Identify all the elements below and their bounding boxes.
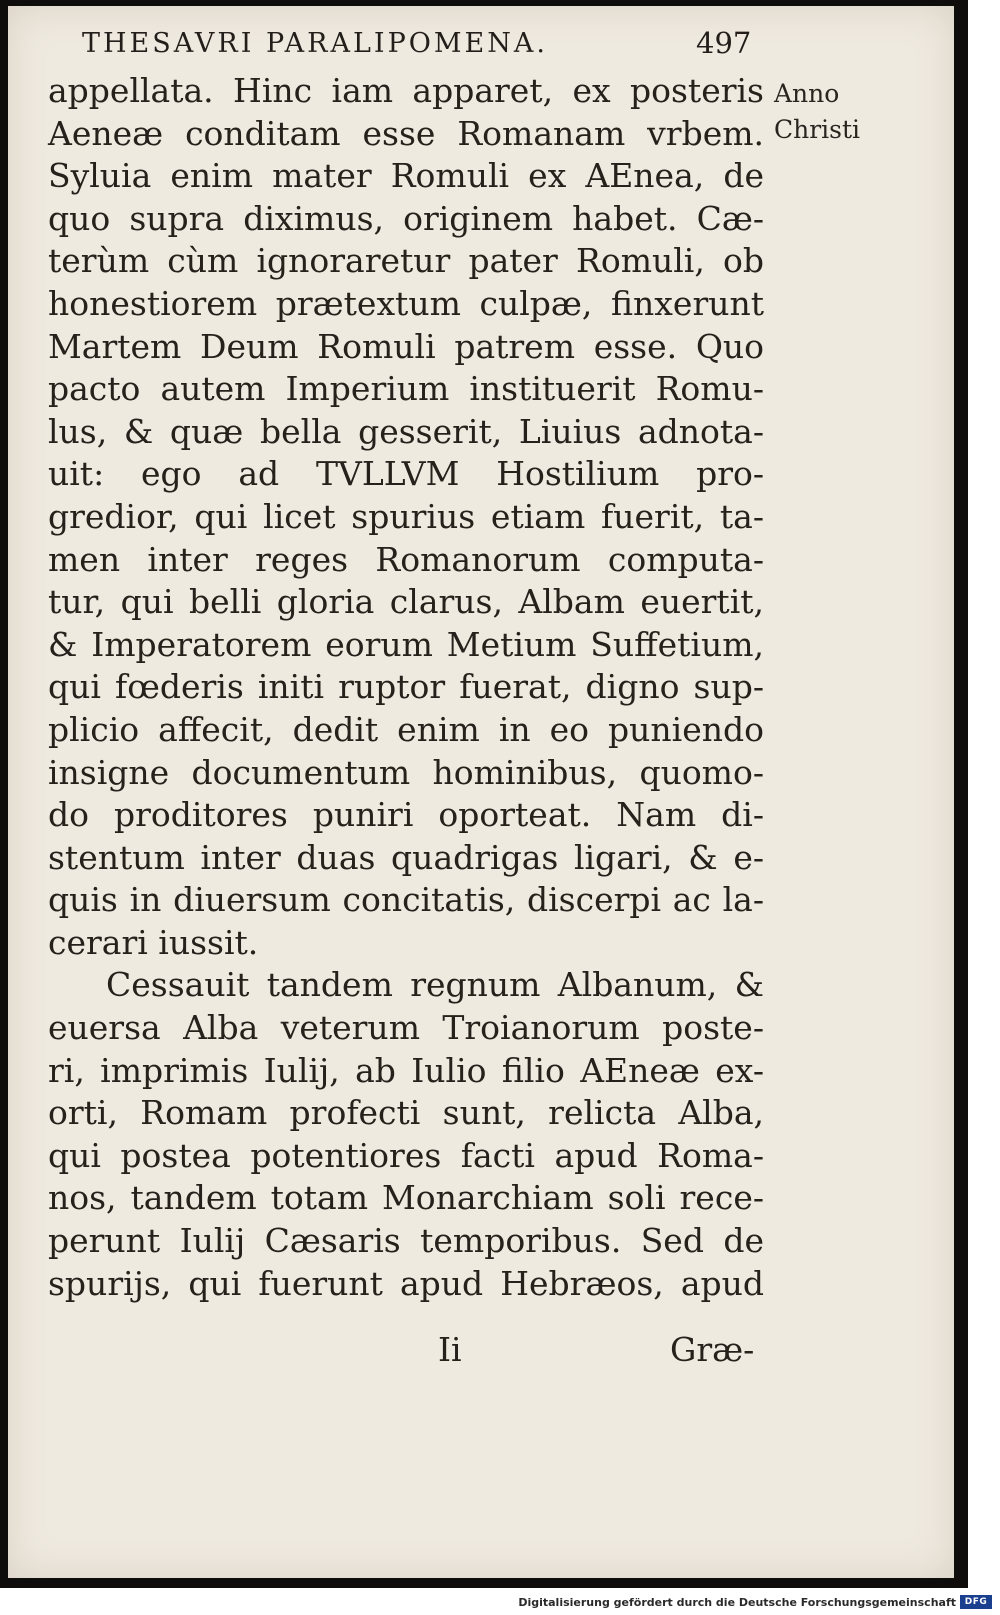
margin-note [774,76,914,148]
signature-mark: Ii [438,1330,462,1369]
text-line: quis in diuersum concitatis, discerpi ac la- [48,880,764,920]
text-line: orti, Romam profecti sunt, relicta Alba, [48,1093,764,1133]
text-line: cerari iussit. [48,922,259,962]
text-line: euersa Alba veterum Troianorum poste- [48,1008,764,1048]
text-line: & Imperatorem eorum Metium Suffetium, [48,624,764,664]
book-page [8,6,954,1578]
text-line: ri, imprimis Iulij, ab Iulio filio AEneæ ex- [48,1050,764,1090]
text-line: perunt Iulij Cæsaris temporibus. Sed de [48,1221,764,1261]
dfg-logo: DFG [960,1595,992,1609]
margin-note-line: Anno [774,79,840,108]
text-line: nos, tandem totam Monarchiam soli rece- [48,1178,764,1218]
text-line: Cessauit tandem regnum Albanum, & [106,965,764,1005]
text-line: qui fœderis initi ruptor fuerat, digno sup- [48,667,764,707]
digitization-credit: Digitalisierung gefördert durch die Deutsche Forschungsgemeinschaft [518,1596,956,1609]
text-line: quo supra diximus, originem habet. Cæ- [48,198,764,238]
text-line: men inter reges Romanorum computa- [48,539,764,579]
text-line: Martem Deum Romuli patrem esse. Quo [48,326,764,366]
text-line: insigne documentum hominibus, quomo- [48,752,764,792]
text-line: appellata. Hinc iam apparet, ex posteris [48,71,764,110]
catchword: Græ- [670,1330,755,1369]
text-line: honestiorem prætextum culpæ, finxerunt [48,283,764,323]
text-line: do proditores puniri oporteat. Nam di- [48,795,764,835]
text-line: Syluia enim mater Romuli ex AEnea, de [48,156,764,196]
text-line: qui postea potentiores facti apud Roma- [48,1135,764,1175]
text-line: tur, qui belli gloria clarus, Albam euertit, [48,582,764,622]
text-line: stentum inter duas quadrigas ligari, & e- [48,837,764,877]
margin-note-line: Christi [774,115,861,144]
body-text [48,70,764,1305]
text-line: uit: ego ad TVLLVM Hostilium pro- [48,454,764,494]
text-line: terùm cùm ignoraretur pater Romuli, ob [48,241,764,281]
text-line: spurijs, qui fuerunt apud Hebræos, apud [48,1263,764,1303]
text-line: pacto autem Imperium instituerit Romu- [48,369,764,409]
text-line: Aeneæ conditam esse Romanam vrbem. [48,113,764,153]
text-line: lus, & quæ bella gesserit, Liuius adnota- [48,411,764,451]
running-head: THESAVRI PARALIPOMENA. [82,28,548,59]
page-number: 497 [696,26,752,60]
text-line: plicio affecit, dedit enim in eo puniendo [48,709,764,749]
text-line: gredior, qui licet spurius etiam fuerit, ta- [48,496,764,536]
